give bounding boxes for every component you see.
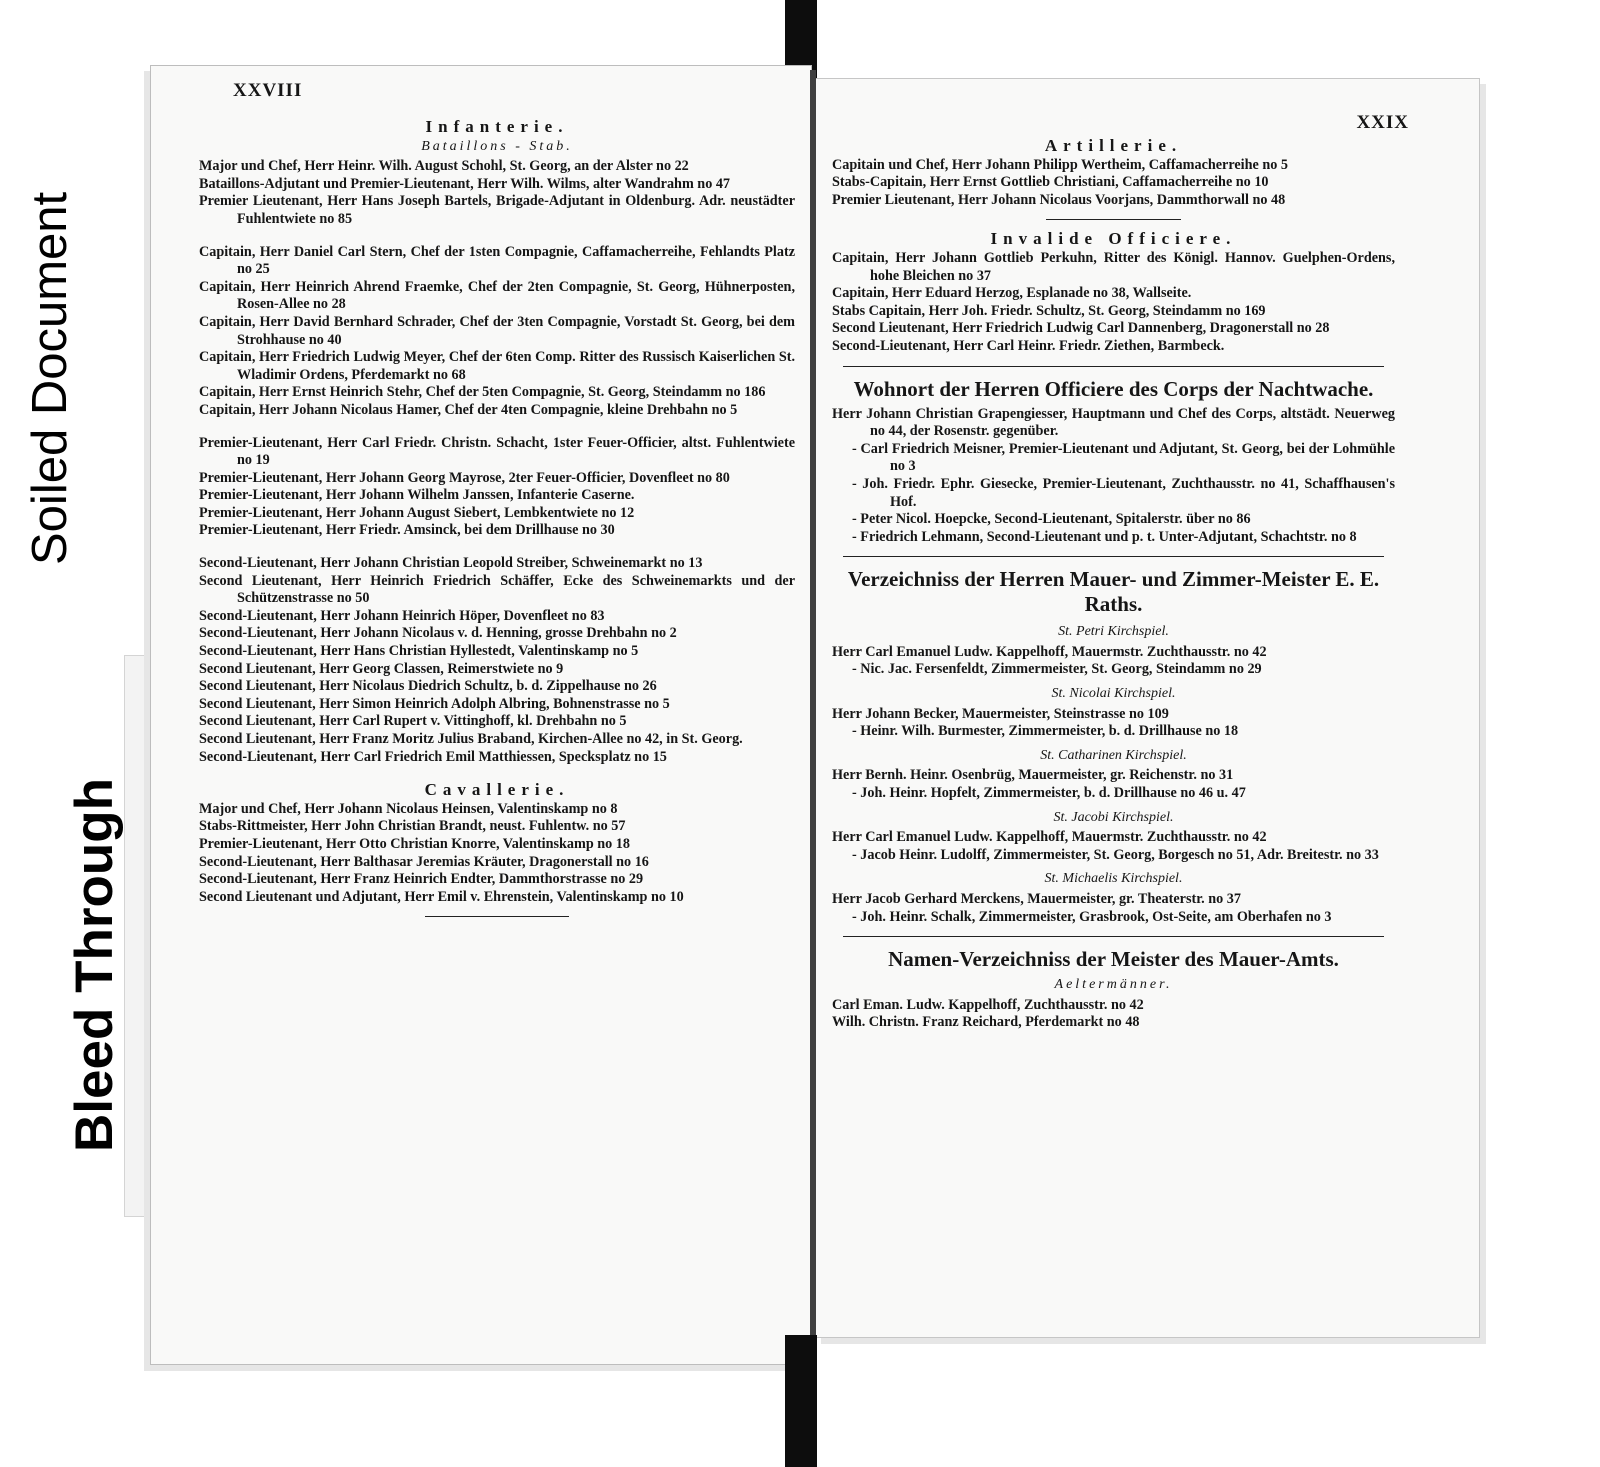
section-divider [425, 916, 568, 917]
list-item: Stabs-Rittmeister, Herr John Christian Brandt, neust. Fuhlentw. no 57 [199, 818, 626, 835]
right-page [815, 78, 1480, 1338]
list-item: Capitain, Herr Eduard Herzog, Esplanade no 38, Wallseite. [832, 285, 1192, 302]
list-item: Major und Chef, Herr Heinr. Wilh. August Schohl, St. Georg, an der Alster no 22 [199, 158, 689, 175]
list-item: - Heinr. Wilh. Burmester, Zimmermeister, b. d. Drillhause no 18 [852, 723, 1239, 740]
left-page-content [199, 118, 795, 927]
list-item: Wilh. Christn. Franz Reichard, Pferdemarkt no 48 [832, 1014, 1140, 1031]
list-item: Second-Lieutenant, Herr Johann Heinrich Höper, Dovenfleet no 83 [199, 607, 605, 624]
list-item: Premier-Lieutenant, Herr Friedr. Amsinck, bei dem Drillhause no 30 [199, 522, 615, 539]
list-item: Capitain, Herr Johann Nicolaus Hamer, Chef der 4ten Compagnie, kleine Drehbahn no 5 [199, 401, 738, 418]
list-item: Second-Lieutenant, Herr Carl Heinr. Friedr. Ziethen, Barmbeck. [832, 337, 1225, 354]
book-gutter [810, 70, 816, 1340]
list-item: Premier-Lieutenant, Herr Johann Georg Mayrose, 2ter Feuer-Officier, Dovenfleet no 80 [199, 469, 730, 486]
entry-group [199, 435, 795, 541]
soiled-document-label: Soiled Document [23, 191, 77, 565]
entry-group [199, 158, 795, 228]
list-item: Bataillons-Adjutant und Premier-Lieutenant, Herr Wilh. Wilms, alter Wandrahm no 47 [199, 175, 731, 192]
entry-group [199, 244, 795, 420]
section-heading-invalide: Invalide Officiere. [990, 229, 1237, 249]
list-item: - Peter Nicol. Hoepcke, Second-Lieutenant, Spitalerstr. über no 86 [852, 511, 1251, 528]
list-item: Second Lieutenant, Herr Simon Heinrich Adolph Albring, Bohnenstrasse no 5 [199, 695, 670, 712]
cavallerie-list [199, 801, 795, 907]
list-item: Capitain, Herr Daniel Carl Stern, Chef der 1sten Compagnie, Caffamacherreihe, Fehlandts Platz no 25 [199, 243, 795, 278]
subheading-bataillons-stab: Bataillons - Stab. [421, 138, 573, 154]
list-item: Second-Lieutenant, Herr Hans Christian Hyllestedt, Valentinskamp no 5 [199, 643, 639, 660]
section-heading-namen-verzeichniss: Namen-Verzeichniss der Meister des Mauer-Amts. [888, 947, 1339, 972]
list-item: Premier-Lieutenant, Herr Otto Christian Knorre, Valentinskamp no 18 [199, 835, 630, 852]
list-item: Capitain, Herr Johann Gottlieb Perkuhn, Ritter des Königl. Hannov. Guelphen-Ordens, hohe Bleichen no 37 [832, 249, 1395, 284]
infanterie-list [199, 158, 795, 766]
parish-heading: St. Nicolai Kirchspiel. [1051, 686, 1176, 702]
nachtwache-list [832, 441, 1395, 547]
parish-heading: St. Catharinen Kirchspiel. [1040, 747, 1187, 763]
list-item: - Carl Friedrich Meisner, Premier-Lieutenant und Adjutant, St. Georg, bei der Lohmühle no 3 [852, 440, 1395, 475]
list-item: - Jacob Heinr. Ludolff, Zimmermeister, St. Georg, Borgesch no 51, Adr. Breitestr. no 33 [852, 846, 1379, 863]
section-heading-nachtwache: Wohnort der Herren Officiere des Corps der Nachtwache. [853, 376, 1374, 401]
page-number-right: XXIX [1356, 112, 1409, 133]
list-item: Stabs Capitain, Herr Joh. Friedr. Schultz, St. Georg, Steindamm no 169 [832, 302, 1266, 319]
list-item: Second Lieutenant, Herr Georg Classen, Reimerstwiete no 9 [199, 660, 564, 677]
list-item: Second-Lieutenant, Herr Johann Nicolaus v. d. Henning, grosse Drehbahn no 2 [199, 625, 677, 642]
list-item: - Joh. Heinr. Schalk, Zimmermeister, Grasbrook, Ost-Seite, am Oberhafen no 3 [852, 908, 1332, 925]
page-number-left: XXVIII [233, 80, 303, 101]
list-item: Second Lieutenant, Herr Friedrich Ludwig Carl Dannenberg, Dragonerstall no 28 [832, 320, 1330, 337]
list-item: Premier-Lieutenant, Herr Johann Wilhelm Janssen, Infanterie Caserne. [199, 487, 635, 504]
parish-heading: St. Jacobi Kirchspiel. [1053, 809, 1174, 825]
list-item: Herr Johann Christian Grapengiesser, Hauptmann und Chef des Corps, altstädt. Neuerweg no 44, der Rosenstr. gegenüber. [832, 405, 1395, 440]
list-item: Premier-Lieutenant, Herr Carl Friedr. Christn. Schacht, 1ster Feuer-Officier, altst. Fuhlentwiete no 19 [199, 434, 795, 469]
list-item: Premier Lieutenant, Herr Hans Joseph Bartels, Brigade-Adjutant in Oldenburg. Adr. neustädter Fuhlentwiete no 85 [199, 193, 795, 227]
section-heading-infanterie: Infanterie. [425, 117, 569, 136]
list-item: - Joh. Heinr. Hopfelt, Zimmermeister, b. d. Drillhause no 46 u. 47 [852, 785, 1246, 802]
section-heading-artillerie: Artillerie. [1044, 136, 1183, 155]
list-item: Capitain und Chef, Herr Johann Philipp Wertheim, Caffamacherreihe no 5 [832, 156, 1288, 173]
subheading-aeltermaenner: Aeltermänner. [1054, 977, 1173, 993]
list-item: - Joh. Friedr. Ephr. Giesecke, Premier-Lieutenant, Zuchthausstr. no 41, Schaffhausen's Hof. [852, 475, 1395, 510]
parish-heading: St. Petri Kirchspiel. [1058, 624, 1169, 640]
list-item: Second Lieutenant, Herr Heinrich Friedrich Schäffer, Ecke des Schweinemarkts und der Schützenstrasse no 50 [199, 572, 795, 607]
list-item: Herr Carl Emanuel Ludw. Kappelhoff, Mauermstr. Zuchthausstr. no 42 [832, 643, 1267, 660]
list-item: Herr Carl Emanuel Ludw. Kappelhoff, Mauermstr. Zuchthausstr. no 42 [832, 829, 1267, 846]
section-divider [843, 936, 1383, 937]
list-item: Herr Johann Becker, Mauermeister, Steinstrasse no 109 [832, 705, 1169, 722]
aeltermaenner-list [832, 997, 1395, 1032]
entry-group [199, 555, 795, 766]
list-item: Capitain, Herr Friedrich Ludwig Meyer, Chef der 6ten Comp. Ritter des Russisch Kaiserlichen St. Wladimir Ordens, Pferdemarkt no 68 [199, 349, 795, 383]
list-item: - Nic. Jac. Fersenfeldt, Zimmermeister, St. Georg, Steindamm no 29 [852, 661, 1262, 678]
right-page-content [832, 137, 1395, 1032]
binding-strip-bottom [785, 1335, 817, 1467]
artillerie-list [832, 157, 1395, 210]
list-item: Second Lieutenant und Adjutant, Herr Emil v. Ehrenstein, Valentinskamp no 10 [199, 888, 684, 905]
list-item: Second-Lieutenant, Herr Johann Christian Leopold Streiber, Schweinemarkt no 13 [199, 555, 703, 572]
list-item: Second Lieutenant, Herr Carl Rupert v. Vittinghoff, kl. Drehbahn no 5 [199, 713, 627, 730]
left-page [150, 65, 812, 1365]
list-item: Premier-Lieutenant, Herr Johann August Siebert, Lembkentwiete no 12 [199, 504, 635, 521]
list-item: Herr Jacob Gerhard Merckens, Mauermeister, gr. Theaterstr. no 37 [832, 891, 1241, 907]
section-divider [843, 556, 1383, 557]
bleed-through-label: Bleed Through [65, 778, 124, 1152]
list-item: Second-Lieutenant, Herr Franz Heinrich Endter, Dammthorstrasse no 29 [199, 871, 644, 888]
list-item: Premier Lieutenant, Herr Johann Nicolaus Voorjans, Dammthorwall no 48 [832, 191, 1286, 208]
section-divider [843, 366, 1383, 367]
section-divider [1046, 219, 1181, 220]
list-item: Capitain, Herr Ernst Heinrich Stehr, Chef der 5ten Compagnie, St. Georg, Steindamm no 186 [199, 384, 766, 401]
list-item: Second-Lieutenant, Herr Balthasar Jeremias Kräuter, Dragonerstall no 16 [199, 853, 649, 870]
list-item: Capitain, Herr Heinrich Ahrend Fraemke, Chef der 2ten Compagnie, St. Georg, Hühnerposten, Rosen-Allee no 28 [199, 278, 795, 313]
list-item: Second Lieutenant, Herr Franz Moritz Julius Braband, Kirchen-Allee no 42, in St. Georg. [199, 731, 743, 747]
list-item: Capitain, Herr David Bernhard Schrader, Chef der 3ten Compagnie, Vorstadt St. Georg, bei dem Strohhause no 40 [199, 313, 795, 348]
section-heading-mauer-zimmer: Verzeichniss der Herren Mauer- und Zimmer-Meister E. E. Raths. [847, 567, 1380, 617]
parish-list [832, 623, 1395, 926]
list-item: Stabs-Capitain, Herr Ernst Gottlieb Christiani, Caffamacherreihe no 10 [832, 174, 1269, 191]
section-heading-cavallerie: Cavallerie. [424, 780, 570, 800]
list-item: Second Lieutenant, Herr Nicolaus Diedrich Schultz, b. d. Zippelhause no 26 [199, 678, 657, 695]
list-item: Major und Chef, Herr Johann Nicolaus Heinsen, Valentinskamp no 8 [199, 800, 618, 817]
list-item: - Friedrich Lehmann, Second-Lieutenant und p. t. Unter-Adjutant, Schachtstr. no 8 [852, 528, 1357, 545]
list-item: Carl Eman. Ludw. Kappelhoff, Zuchthausstr. no 42 [832, 996, 1144, 1013]
list-item: Herr Bernh. Heinr. Osenbrüg, Mauermeister, gr. Reichenstr. no 31 [832, 767, 1234, 784]
parish-heading: St. Michaelis Kirchspiel. [1044, 871, 1183, 887]
invalide-list [832, 250, 1395, 356]
list-item: Second-Lieutenant, Herr Carl Friedrich Emil Matthiessen, Specksplatz no 15 [199, 748, 667, 765]
